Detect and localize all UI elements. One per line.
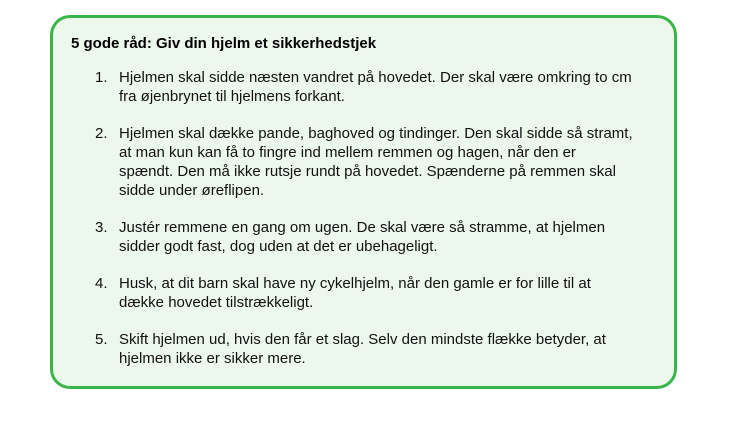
tip-item (53, 330, 674, 368)
tip-item (53, 218, 674, 256)
tip-item (53, 68, 674, 106)
tip-number: 4. (95, 275, 108, 292)
tip-text: Skift hjelmen ud, hvis den får et slag. Selv den mindste flække betyder, at hjelmen ikke er sikker mere. (119, 331, 606, 367)
tip-item (53, 124, 674, 200)
tips-box (50, 15, 677, 389)
tip-number: 5. (95, 331, 108, 348)
tip-text: Hjelmen skal dække pande, baghoved og tindinger. Den skal sidde så stramt, at man kun kan få to fingre ind mellem remmen og hagen, når den er spændt. Den må ikke rutsje rundt på hovedet. Spænderne på remmen skal sidde under øreflipen. (119, 125, 633, 199)
tips-list (53, 68, 674, 386)
tip-number: 2. (95, 125, 108, 142)
tip-number: 1. (95, 69, 108, 86)
tip-text: Husk, at dit barn skal have ny cykelhjelm, når den gamle er for lille til at dække hovedet tilstrækkeligt. (119, 275, 591, 311)
tips-title: 5 gode råd: Giv din hjelm et sikkerhedstjek (71, 35, 377, 52)
tip-item (53, 274, 674, 312)
tip-text: Justér remmene en gang om ugen. De skal være så stramme, at hjelmen sidder godt fast, dog uden at det er ubehageligt. (119, 219, 606, 255)
tip-text: Hjelmen skal sidde næsten vandret på hovedet. Der skal være omkring to cm fra øjenbrynet til hjelmens forkant. (119, 69, 632, 105)
tip-number: 3. (95, 219, 108, 236)
